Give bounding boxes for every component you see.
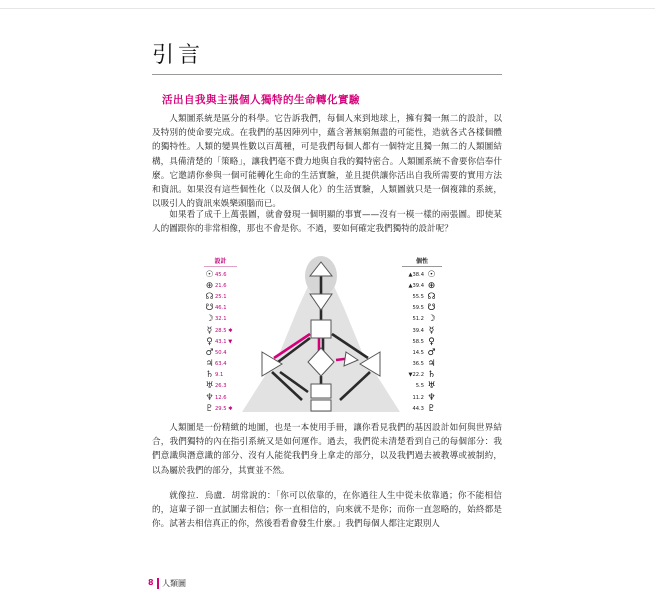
personality-row bbox=[402, 303, 442, 314]
gate-value: 39.4 bbox=[412, 327, 424, 334]
planet-glyph: ♃ bbox=[205, 359, 214, 370]
planet-glyph: ♄ bbox=[427, 370, 436, 381]
gate-value: 36.5 bbox=[412, 361, 424, 368]
personality-row bbox=[402, 347, 442, 358]
gate-value: ▲39.4 bbox=[408, 282, 424, 289]
center-root bbox=[311, 400, 331, 411]
planet-glyph: ♄ bbox=[205, 370, 214, 381]
chapter-title-rule bbox=[152, 74, 502, 75]
planet-glyph: ☉ bbox=[427, 269, 436, 280]
gate-value: 43.1 ▼ bbox=[215, 338, 233, 345]
design-row bbox=[204, 403, 237, 414]
personality-row bbox=[402, 269, 442, 280]
planet-glyph: ☽ bbox=[205, 314, 214, 325]
personality-row bbox=[402, 392, 442, 403]
design-row bbox=[204, 392, 237, 403]
gate-value: 25.1 bbox=[215, 293, 227, 300]
planet-glyph: ♇ bbox=[205, 403, 214, 414]
human-design-chart bbox=[204, 254, 443, 412]
center-throat bbox=[311, 320, 331, 338]
planet-glyph: ♃ bbox=[427, 359, 436, 370]
planet-glyph: ☊ bbox=[205, 291, 214, 302]
gate-value: 50.4 bbox=[215, 349, 227, 356]
personality-row bbox=[402, 336, 442, 347]
gate-value: 51.2 bbox=[412, 316, 424, 323]
design-row bbox=[204, 359, 237, 370]
personality-column bbox=[402, 256, 442, 414]
planet-glyph: ♀ bbox=[428, 336, 435, 347]
design-row bbox=[204, 325, 237, 336]
personality-row bbox=[402, 325, 442, 336]
planet-glyph: ♆ bbox=[205, 392, 214, 403]
paragraph-quote: 就像拉．烏盧．胡常說的：「你可以依靠的，在你過往人生中從未依靠過；你不能相信的，這輩子卻一直試圖去相信；你一直相信的，向來就不是你；而你一直忽略的，始終都是你。試著去相信真正的你，然後看看會發生什麼。」我們每個人都注定跟別人 bbox=[152, 491, 502, 530]
gate-value: 55.5 bbox=[412, 293, 424, 300]
footer-book-title: 人類圖 bbox=[162, 579, 186, 588]
design-rows bbox=[204, 269, 237, 414]
design-row bbox=[204, 291, 237, 302]
gate-value: 11.2 bbox=[412, 394, 424, 401]
design-column bbox=[204, 256, 237, 414]
gate-value: 28.5 ✱ bbox=[215, 327, 233, 334]
gate-value: 59.5 bbox=[412, 305, 424, 312]
personality-rows bbox=[402, 269, 442, 414]
personality-row bbox=[402, 370, 442, 381]
paragraph-map: 人類圖是一份精緻的地圖，也是一本使用手冊，讓你看見我們的基因設計如何與世界結合，我們獨特的內在指引系統又是如何運作。過去，我們從未清楚看到自己的每個部分：我們意識與潛意識的部分、沒有人能從我們身上拿走的部分，以及我們過去被教導或被制約，以為屬於我們的部分，其實並不然。 bbox=[152, 423, 502, 476]
planet-glyph: ☽ bbox=[427, 314, 436, 325]
planet-glyph: ♅ bbox=[427, 381, 436, 392]
gate-value: 58.5 bbox=[412, 338, 424, 345]
paragraph-question: 如果看了成千上萬張圖，就會發現一個明顯的事實——沒有一模一樣的兩張圖。即使某人的圖跟你的非常相像，那也不會是你。不過，要如何確定我們獨特的設計呢？ bbox=[152, 210, 502, 235]
gate-value: 12.6 bbox=[215, 394, 227, 401]
bodygraph bbox=[240, 254, 402, 412]
footer-divider bbox=[157, 578, 159, 589]
planet-glyph: ♆ bbox=[427, 392, 436, 403]
design-row bbox=[204, 314, 237, 325]
planet-glyph: ☉ bbox=[205, 269, 214, 280]
design-row bbox=[204, 347, 237, 358]
planet-glyph: ♇ bbox=[427, 403, 436, 414]
gate-value: 14.5 bbox=[412, 349, 424, 356]
gate-value: 29.5 ✱ bbox=[215, 405, 233, 412]
gate-value: 63.4 bbox=[215, 361, 227, 368]
design-row bbox=[204, 370, 237, 381]
center-sacral bbox=[311, 384, 331, 398]
gate-value: 46.1 bbox=[215, 305, 227, 312]
planet-glyph: ☊ bbox=[427, 291, 436, 302]
planet-glyph: ☋ bbox=[427, 303, 436, 314]
design-row bbox=[204, 303, 237, 314]
planet-glyph: ♂ bbox=[427, 347, 436, 358]
personality-row bbox=[402, 359, 442, 370]
page-top-rule bbox=[0, 8, 655, 9]
personality-row bbox=[402, 291, 442, 302]
planet-glyph: ♂ bbox=[205, 347, 214, 358]
design-row bbox=[204, 381, 237, 392]
personality-row bbox=[402, 280, 442, 291]
design-row bbox=[204, 280, 237, 291]
design-column-title: 設計 bbox=[204, 256, 237, 267]
gate-value: 9.1 bbox=[215, 372, 224, 379]
planet-glyph: ♀ bbox=[206, 336, 213, 347]
personality-row bbox=[402, 314, 442, 325]
planet-glyph: ⊕ bbox=[427, 280, 436, 291]
personality-row bbox=[402, 381, 442, 392]
gate-value: ▼22.2 bbox=[408, 372, 424, 379]
planet-glyph: ☋ bbox=[205, 303, 214, 314]
design-row bbox=[204, 269, 237, 280]
gate-value: ▲38.4 bbox=[408, 271, 424, 278]
gate-value: 32.1 bbox=[215, 316, 227, 323]
personality-column-title: 個性 bbox=[402, 256, 442, 267]
planet-glyph: ☿ bbox=[428, 325, 435, 336]
chapter-title: 引言 bbox=[152, 43, 205, 68]
page-number: 8 bbox=[148, 578, 154, 587]
planet-glyph: ♅ bbox=[205, 381, 214, 392]
design-row bbox=[204, 336, 237, 347]
gate-value: 26.3 bbox=[215, 383, 227, 390]
gate-value: 45.6 bbox=[215, 271, 227, 278]
gate-value: 5.5 bbox=[415, 383, 424, 390]
gate-value: 21.6 bbox=[215, 282, 227, 289]
gate-value: 44.3 bbox=[412, 405, 424, 412]
planet-glyph: ☿ bbox=[206, 325, 213, 336]
personality-row bbox=[402, 403, 442, 414]
paragraph-intro: 人類圖系統是區分的科學。它告訴我們，每個人來到地球上，擁有獨一無二的設計，以及特別的使命要完成。在我們的基因陣列中，蘊含著無窮無盡的可能性，造就各式各樣個體的獨特性。人類的變異性數以百萬種，可是我們每個人都有一個特定且獨一無二的人類圖結構，具備清楚的「策略」，讓我們毫不費力地與自我的獨特密合。人類圖系統不會要你信奉什麼。它邀請你參與一個可能轉化生命的生活實驗，並且提供讓你活出自我所需要的實用方法和資訊。如果沒有這些個性化（以及個人化）的生活實驗，人類圖就只是一個複雜的系統，以吸引人的資訊來娛樂頭腦而已。 bbox=[152, 114, 502, 210]
planet-glyph: ⊕ bbox=[205, 280, 214, 291]
section-heading: 活出自我與主張個人獨特的生命轉化實驗 bbox=[162, 94, 360, 106]
